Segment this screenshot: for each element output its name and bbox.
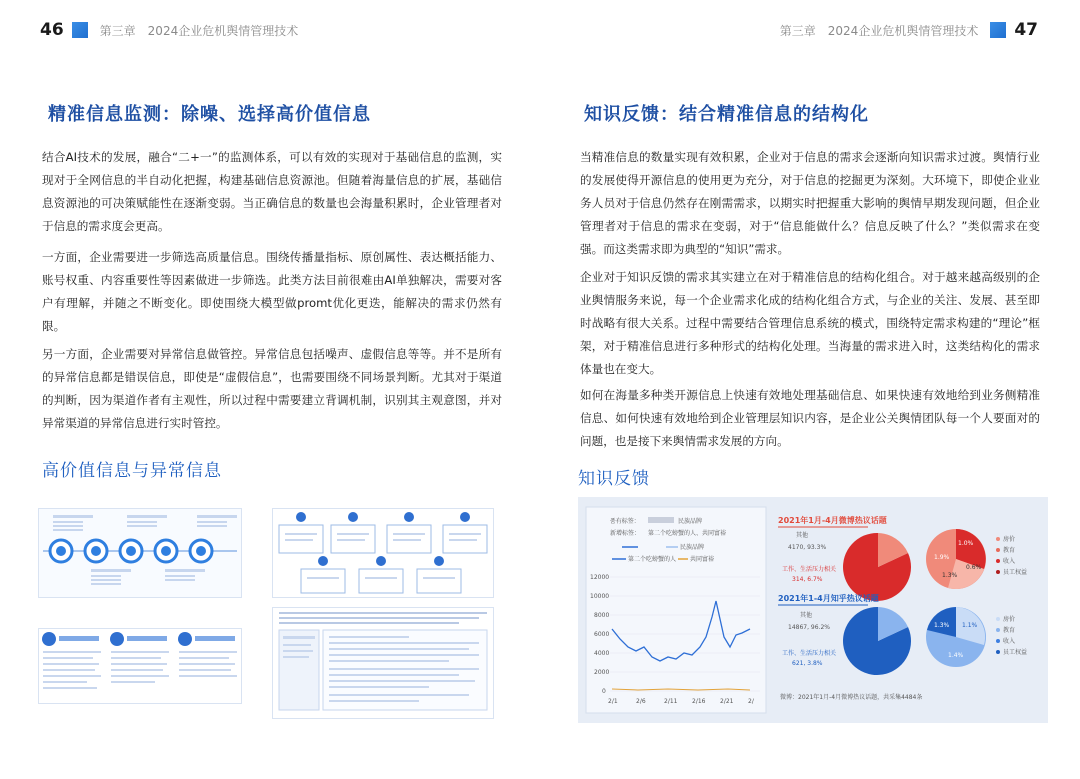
brand-tag-label: 품有标签： [610,518,640,525]
thumbnail-flow-grid [272,508,494,598]
thumbnail-three-columns [38,628,242,704]
bottom-pie-label-b: 工作、生活压力相关 [782,650,837,657]
right-page [540,0,1080,779]
bottom-inner-2: 1.1% [962,622,978,629]
bottom-inner-3: 1.4% [948,652,964,659]
legend-crab: 第二个吃螃蟹的人 [628,556,677,563]
y-tick: 8000 [594,612,610,619]
paragraph-1: 当精准信息的数量实现有效积累，企业对于信息的需求会逐渐向知识需求过渡。舆情行业的发展使得开源信息的使用更为充分，对于信息的挖掘更为深刻。大环境下，即使企业业务人员对于信息仍然存在刚需需求，以期实时把握重大影响的舆情早期发现问题，但企业管理者对于信息的需求在变弱，对于“信息能做什么？信息反映了什么？”类似需求在变强。而这类需求即为典型的“知识”需求。 [580,150,1040,256]
section-heading: 知识反馈：结合精准信息的结构化 [584,104,869,125]
x-tick: 2/11 [664,698,678,705]
paragraph-1: 结合AI技术的发展，融合“二+一”的监测体系，可以有效的实现对于基础信息的监测，实现对于全网信息的半自动化把握，构建基础信息资源池。但随着海量信息的扩展，基础信息资源池的可决策赋能性在逐渐变弱。当正确信息的数量也会海量积累时，企业管理者对于信息的需求度会更高。 [42,150,502,233]
legend-item: 房价 [1003,536,1016,543]
page-number: 47 [1014,20,1038,40]
bottom-pie-value-b: 621, 3.8% [792,660,823,667]
legend-common-prosperity: 共同富裕 [690,556,715,563]
right-header [780,18,1038,42]
top-inner-1: 1.0% [958,540,974,547]
knowledge-feedback-figure [578,497,1048,723]
bottom-pie-title: 2021年1-4月知乎热议话题 [778,594,879,603]
y-tick: 12000 [590,574,610,581]
legend-item: 教育 [1003,627,1016,634]
paragraph-3: 如何在海量多种类开源信息上快速有效地处理基础信息、如果快速有效地给到业务侧精准信息、如何快速有效地给到企业管理层知识内容，是企业公关舆情团队每一个人要面对的问题，也是接下来舆情需求发展的方向。 [580,388,1040,448]
paragraph-3: 另一方面，企业需要对异常信息做管控。异常信息包括噪声、虚假信息等等。并不是所有的异常信息都是错误信息，即使是“虚假信息”，也需要围绕不同场景判断。尤其对于渠道的判断，因为渠道作者有主观性，所以过程中需要建立背调机制，识别其主观意图，并对异常渠道的异常信息进行实时管控。 [42,347,502,430]
legend-brand: 民族品牌 [680,544,705,551]
left-header [40,18,298,42]
bottom-pie-value-a: 14867, 96.2% [788,624,830,631]
thumbnail-process-circles [38,508,242,598]
top-pie-label-b: 工作、生活压力相关 [782,566,837,573]
figure-footnote: 微博：2021年1月-4月微博热议话题，共采集4484条 [780,694,923,701]
chapter-title: 第三章 2024企业危机舆情管理技术 [779,23,979,38]
top-pie-value-b: 314, 6.7% [792,576,823,583]
paragraph-2: 一方面，企业需要进一步筛选高质量信息。围绕传播量指标、原创属性、表达概括能力、账号权重、内容重要性等因素做进一步筛选。此类方法目前很难由AI单独解决，需要对客户有理解，并随之不断变化。即使围绕大模型做promt优化更迭，能解决的需求仍然有限。 [42,250,502,333]
legend-item: 员工权益 [1003,569,1028,576]
new-tag-label: 新增标签： [610,530,641,537]
new-tag-value: 第二个吃螃蟹的人、共同富裕 [648,530,727,537]
top-pie-value-a: 4170, 93.3% [788,544,827,551]
blue-square-icon [990,22,1006,38]
figure-svg [578,497,1048,723]
top-pie-label-a: 其他 [796,532,809,539]
legend-item: 员工权益 [1003,649,1028,656]
top-inner-2: 1.9% [934,554,950,561]
top-pie-legend [996,535,1027,576]
y-tick: 10000 [590,593,610,600]
paragraph-2: 企业对于知识反馈的需求其实建立在对于精准信息的结构化组合。对于越来越高级别的企业舆情服务来说，每一个企业需求化成的结构化组合方式，与企业的关注、发展、甚至即时战略有很大关系。过程中需要结合管理信息系统的模式，围绕特定需求构建的“理论”框架，对于精准信息进行多种形式的结构化处理。当海量的需求进入时，这类结构化的需求体量也在变大。 [580,270,1040,376]
bottom-pie-label-a: 其他 [800,612,813,619]
legend-item: 收入 [1003,558,1016,565]
bottom-inner-1: 1.3% [934,622,950,629]
chapter-title: 第三章 2024企业危机舆情管理技术 [99,23,299,38]
x-tick: 2/ [748,698,754,705]
legend-item: 收入 [1003,638,1016,645]
bottom-pie-legend [996,615,1027,656]
y-tick: 0 [602,688,606,695]
brand-tag-value: 民族品牌 [678,518,703,525]
legend-item: 房价 [1003,616,1016,623]
y-tick: 4000 [594,650,610,657]
top-inner-3: 0.6% [966,564,982,571]
x-tick: 2/6 [636,698,646,705]
subheading: 知识反馈 [578,469,650,489]
blue-square-icon [72,22,88,38]
legend-item: 教育 [1003,547,1016,554]
top-pie-title: 2021年1月-4月微博热议话题 [778,516,887,525]
subheading: 高价值信息与异常信息 [42,461,222,481]
page-number: 46 [40,20,64,40]
thumbnail-screenshot [272,607,494,719]
x-tick: 2/21 [720,698,734,705]
top-inner-4: 1.3% [942,572,958,579]
y-tick: 2000 [594,669,610,676]
section-heading: 精准信息监测：除噪、选择高价值信息 [48,104,371,125]
x-tick: 2/16 [692,698,706,705]
y-tick: 6000 [594,631,610,638]
x-tick: 2/1 [608,698,618,705]
